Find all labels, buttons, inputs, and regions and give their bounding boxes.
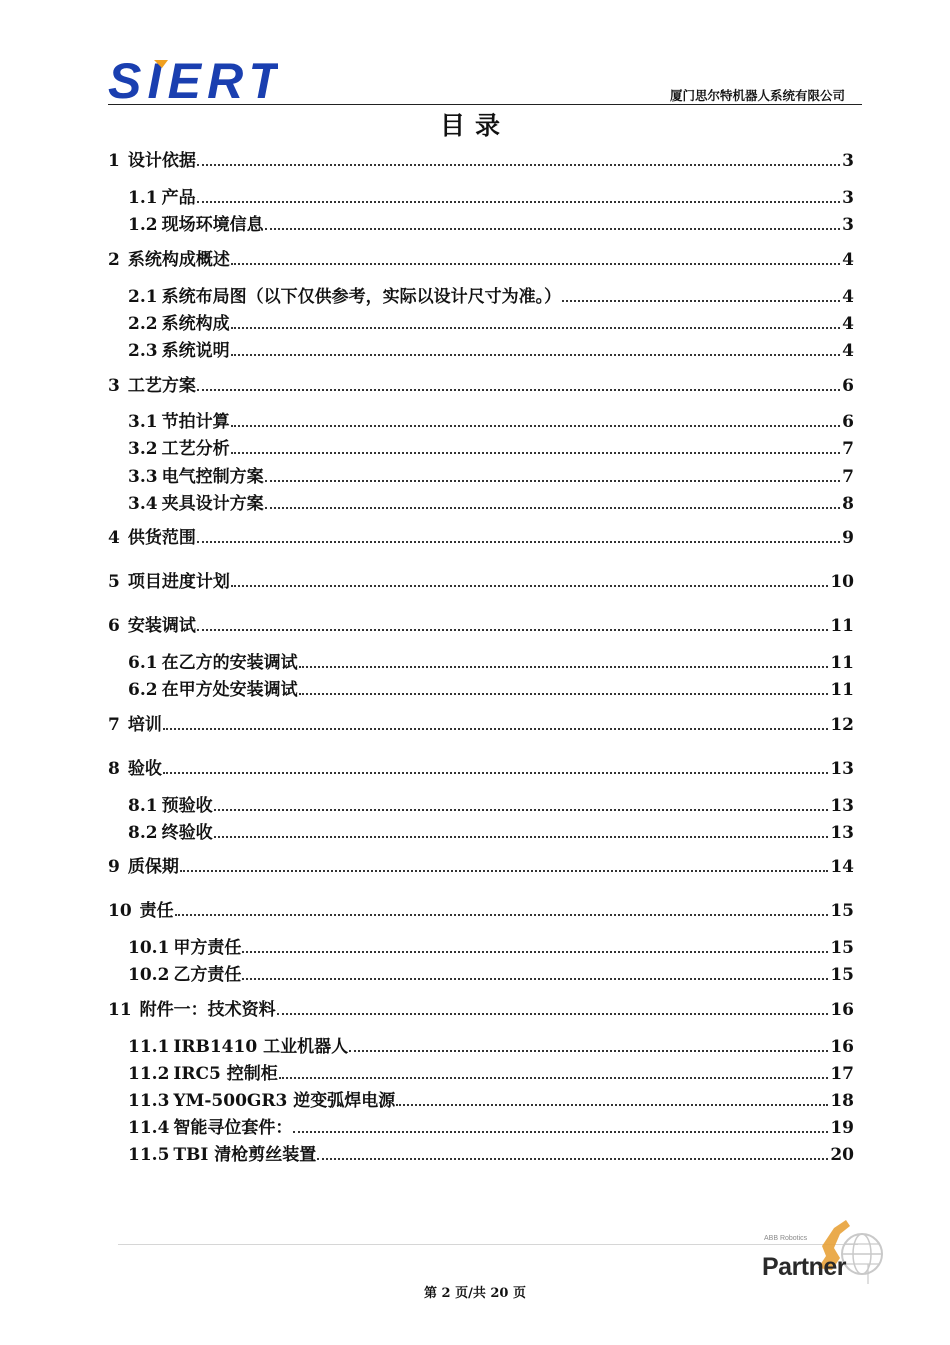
toc-entry-11-3[interactable] [128, 1090, 854, 1112]
toc-page-number: 13 [830, 796, 854, 816]
toc-entry-title: 设计依据 [127, 151, 196, 171]
toc-dot-leader [197, 389, 840, 391]
toc-entry-6-2[interactable] [128, 679, 854, 701]
toc-entry-title: 安装调试 [127, 616, 196, 636]
toc-entry-title: IRC5 控制柜 [173, 1064, 278, 1084]
toc-entry-number: 1.1 [128, 188, 158, 208]
toc-entry-title: 验收 [127, 759, 162, 779]
toc-page-number: 7 [842, 467, 854, 487]
toc-page-number: 3 [842, 215, 854, 235]
toc-entry-11[interactable] [108, 999, 854, 1021]
toc-entry-8-2[interactable] [128, 822, 854, 844]
toc-dot-leader [197, 629, 828, 631]
toc-dot-leader [231, 354, 841, 356]
toc-entry-3-2[interactable] [128, 438, 854, 460]
toc-entry-title: 责任 [139, 901, 174, 921]
toc-dot-leader [231, 263, 840, 265]
toc-entry-number: 8.1 [128, 796, 158, 816]
toc-entry-number: 6 [108, 616, 120, 636]
toc-entry-title: 夹具设计方案 [161, 494, 264, 514]
toc-dot-leader [299, 693, 829, 695]
toc-dot-leader [265, 507, 841, 509]
toc-entry-number: 1.2 [128, 215, 158, 235]
toc-entry-10-1[interactable] [128, 937, 854, 959]
toc-page-number: 13 [830, 823, 854, 843]
toc-dot-leader [265, 480, 841, 482]
toc-page-number: 15 [830, 965, 854, 985]
toc-page-number: 10 [830, 572, 854, 592]
toc-page-number: 6 [842, 376, 854, 396]
toc-entry-title: TBI 清枪剪丝装置 [173, 1145, 317, 1165]
toc-entry-number: 1 [108, 151, 120, 171]
toc-entry-number: 11.1 [128, 1037, 170, 1057]
toc-page-number: 18 [830, 1091, 854, 1111]
footer-divider [118, 1244, 858, 1245]
toc-entry-title: 智能寻位套件： [173, 1118, 293, 1138]
toc-entry-2[interactable] [108, 249, 854, 271]
toc-entry-number: 7 [108, 715, 120, 735]
toc-entry-number: 11.4 [128, 1118, 170, 1138]
toc-entry-2-1[interactable] [128, 286, 854, 308]
toc-entry-title: 在乙方的安装调试 [161, 653, 298, 673]
toc-page-number: 19 [830, 1118, 854, 1138]
toc-dot-leader [214, 836, 829, 838]
toc-dot-leader [279, 1077, 829, 1079]
toc-page-number: 3 [842, 188, 854, 208]
toc-entry-title: 乙方责任 [173, 965, 242, 985]
toc-entry-number: 3.2 [128, 439, 158, 459]
toc-dot-leader [562, 300, 840, 302]
toc-entry-title: 系统说明 [161, 341, 230, 361]
partner-logo-text: Partner [762, 1253, 847, 1281]
toc-entry-6[interactable] [108, 615, 854, 637]
toc-entry-title: 终验收 [161, 823, 213, 843]
toc-entry-title: YM-500GR3 逆变弧焊电源 [173, 1091, 396, 1111]
toc-entry-number: 8 [108, 759, 120, 779]
toc-dot-leader [242, 951, 828, 953]
toc-page-number: 11 [830, 680, 854, 700]
toc-entry-number: 11 [108, 1000, 132, 1020]
page-number: 第 2 页/共 20 页 [424, 1286, 526, 1301]
toc-page-number: 16 [830, 1000, 854, 1020]
abb-robotics-label: ABB Robotics [764, 1235, 808, 1242]
toc-entry-title: 培训 [127, 715, 162, 735]
toc-entry-title: 现场环境信息 [161, 215, 264, 235]
toc-entry-2-2[interactable] [128, 313, 854, 335]
toc-dot-leader [265, 228, 841, 230]
header-divider [108, 104, 862, 105]
toc-entry-title: 电气控制方案 [161, 467, 264, 487]
logo-text: SIERT [108, 56, 276, 102]
toc-page-number: 20 [830, 1145, 854, 1165]
toc-page-number: 4 [842, 341, 854, 361]
toc-entry-number: 2 [108, 250, 120, 270]
toc-entry-8[interactable] [108, 758, 854, 780]
toc-entry-title: 系统布局图（以下仅供参考，实际以设计尺寸为准。） [161, 287, 562, 307]
toc-page-number: 4 [842, 250, 854, 270]
toc-entry-11-2[interactable] [128, 1063, 854, 1085]
toc-entry-title: 在甲方处安装调试 [161, 680, 298, 700]
toc-entry-number: 10 [108, 901, 132, 921]
toc-entry-number: 8.2 [128, 823, 158, 843]
toc-page-number: 15 [830, 938, 854, 958]
toc-dot-leader [317, 1158, 828, 1160]
toc-entry-title: 供货范围 [127, 528, 196, 548]
toc-dot-leader [293, 1131, 828, 1133]
toc-entry-number: 3.3 [128, 467, 158, 487]
toc-page-number: 6 [842, 412, 854, 432]
toc-entry-number: 10.2 [128, 965, 170, 985]
toc-page-number: 3 [842, 151, 854, 171]
toc-page-number: 11 [830, 653, 854, 673]
toc-dot-leader [231, 585, 828, 587]
toc-entry-number: 3.1 [128, 412, 158, 432]
toc-entry-number: 10.1 [128, 938, 170, 958]
toc-entry-title: 项目进度计划 [127, 572, 230, 592]
toc-entry-title: 工艺方案 [127, 376, 196, 396]
toc-entry-number: 2.2 [128, 314, 158, 334]
toc-dot-leader [231, 425, 841, 427]
toc-entry-title: 预验收 [161, 796, 213, 816]
toc-entry-title: 系统构成概述 [127, 250, 230, 270]
toc-entry-title: 系统构成 [161, 314, 230, 334]
toc-entry-3[interactable] [108, 375, 854, 397]
toc-page-number: 17 [830, 1064, 854, 1084]
toc-page-number: 13 [830, 759, 854, 779]
toc-entry-11-5[interactable] [128, 1144, 854, 1166]
toc-entry-5[interactable] [108, 571, 854, 593]
toc-entry-title: 工艺分析 [161, 439, 230, 459]
toc-dot-leader [214, 809, 829, 811]
company-name: 厦门思尔特机器人系统有限公司 [669, 88, 845, 103]
toc-entry-title: 质保期 [127, 857, 179, 877]
toc-page-number: 4 [842, 287, 854, 307]
toc-page-number: 9 [842, 528, 854, 548]
toc-entry-number: 9 [108, 857, 120, 877]
toc-page-number: 12 [830, 715, 854, 735]
toc-entry-1-2[interactable] [128, 214, 854, 236]
toc-entry-11-1[interactable] [128, 1036, 854, 1058]
toc-page-number: 7 [842, 439, 854, 459]
toc-entry-number: 3.4 [128, 494, 158, 514]
toc-entry-3-1[interactable] [128, 411, 854, 433]
siert-logo [108, 56, 278, 102]
toc-page-number: 11 [830, 616, 854, 636]
toc-entry-10[interactable] [108, 900, 854, 922]
toc-page-number: 14 [830, 857, 854, 877]
toc-dot-leader [197, 164, 840, 166]
toc-entry-3-4[interactable] [128, 493, 854, 515]
toc-page-number: 4 [842, 314, 854, 334]
toc-entry-title: IRB1410 工业机器人 [173, 1037, 349, 1057]
toc-page-number: 16 [830, 1037, 854, 1057]
toc-entry-4[interactable] [108, 527, 854, 549]
toc-dot-leader [175, 914, 829, 916]
toc-entry-number: 5 [108, 572, 120, 592]
toc-entry-number: 6.1 [128, 653, 158, 673]
toc-entry-10-2[interactable] [128, 964, 854, 986]
page-title: 目录 [439, 111, 510, 140]
toc-dot-leader [180, 870, 828, 872]
toc-entry-number: 6.2 [128, 680, 158, 700]
toc-entry-8-1[interactable] [128, 795, 854, 817]
toc-entry-number: 2.3 [128, 341, 158, 361]
toc-entry-1[interactable] [108, 150, 854, 172]
toc-entry-number: 11.5 [128, 1145, 170, 1165]
toc-dot-leader [197, 541, 840, 543]
toc-entry-9[interactable] [108, 856, 854, 878]
toc-entry-1-1[interactable] [128, 187, 854, 209]
toc-entry-6-1[interactable] [128, 652, 854, 674]
toc-dot-leader [349, 1050, 828, 1052]
toc-dot-leader [231, 327, 841, 329]
toc-page-number: 15 [830, 901, 854, 921]
toc-dot-leader [163, 772, 828, 774]
toc-dot-leader [197, 201, 841, 203]
toc-entry-11-4[interactable] [128, 1117, 854, 1139]
toc-entry-number: 2.1 [128, 287, 158, 307]
toc-page-number: 8 [842, 494, 854, 514]
toc-entry-7[interactable] [108, 714, 854, 736]
toc-entry-number: 4 [108, 528, 120, 548]
toc-entry-title: 附件一：技术资料 [139, 1000, 276, 1020]
toc-dot-leader [242, 978, 828, 980]
toc-entry-title: 产品 [161, 188, 196, 208]
toc-entry-2-3[interactable] [128, 340, 854, 362]
toc-entry-number: 11.2 [128, 1064, 170, 1084]
toc-entry-number: 11.3 [128, 1091, 170, 1111]
toc-dot-leader [277, 1013, 829, 1015]
toc-entry-3-3[interactable] [128, 466, 854, 488]
toc-entry-number: 3 [108, 376, 120, 396]
toc-entry-title: 节拍计算 [161, 412, 230, 432]
toc-dot-leader [396, 1104, 828, 1106]
toc-dot-leader [163, 728, 828, 730]
toc-dot-leader [299, 666, 829, 668]
toc-entry-title: 甲方责任 [173, 938, 242, 958]
toc-dot-leader [231, 452, 841, 454]
